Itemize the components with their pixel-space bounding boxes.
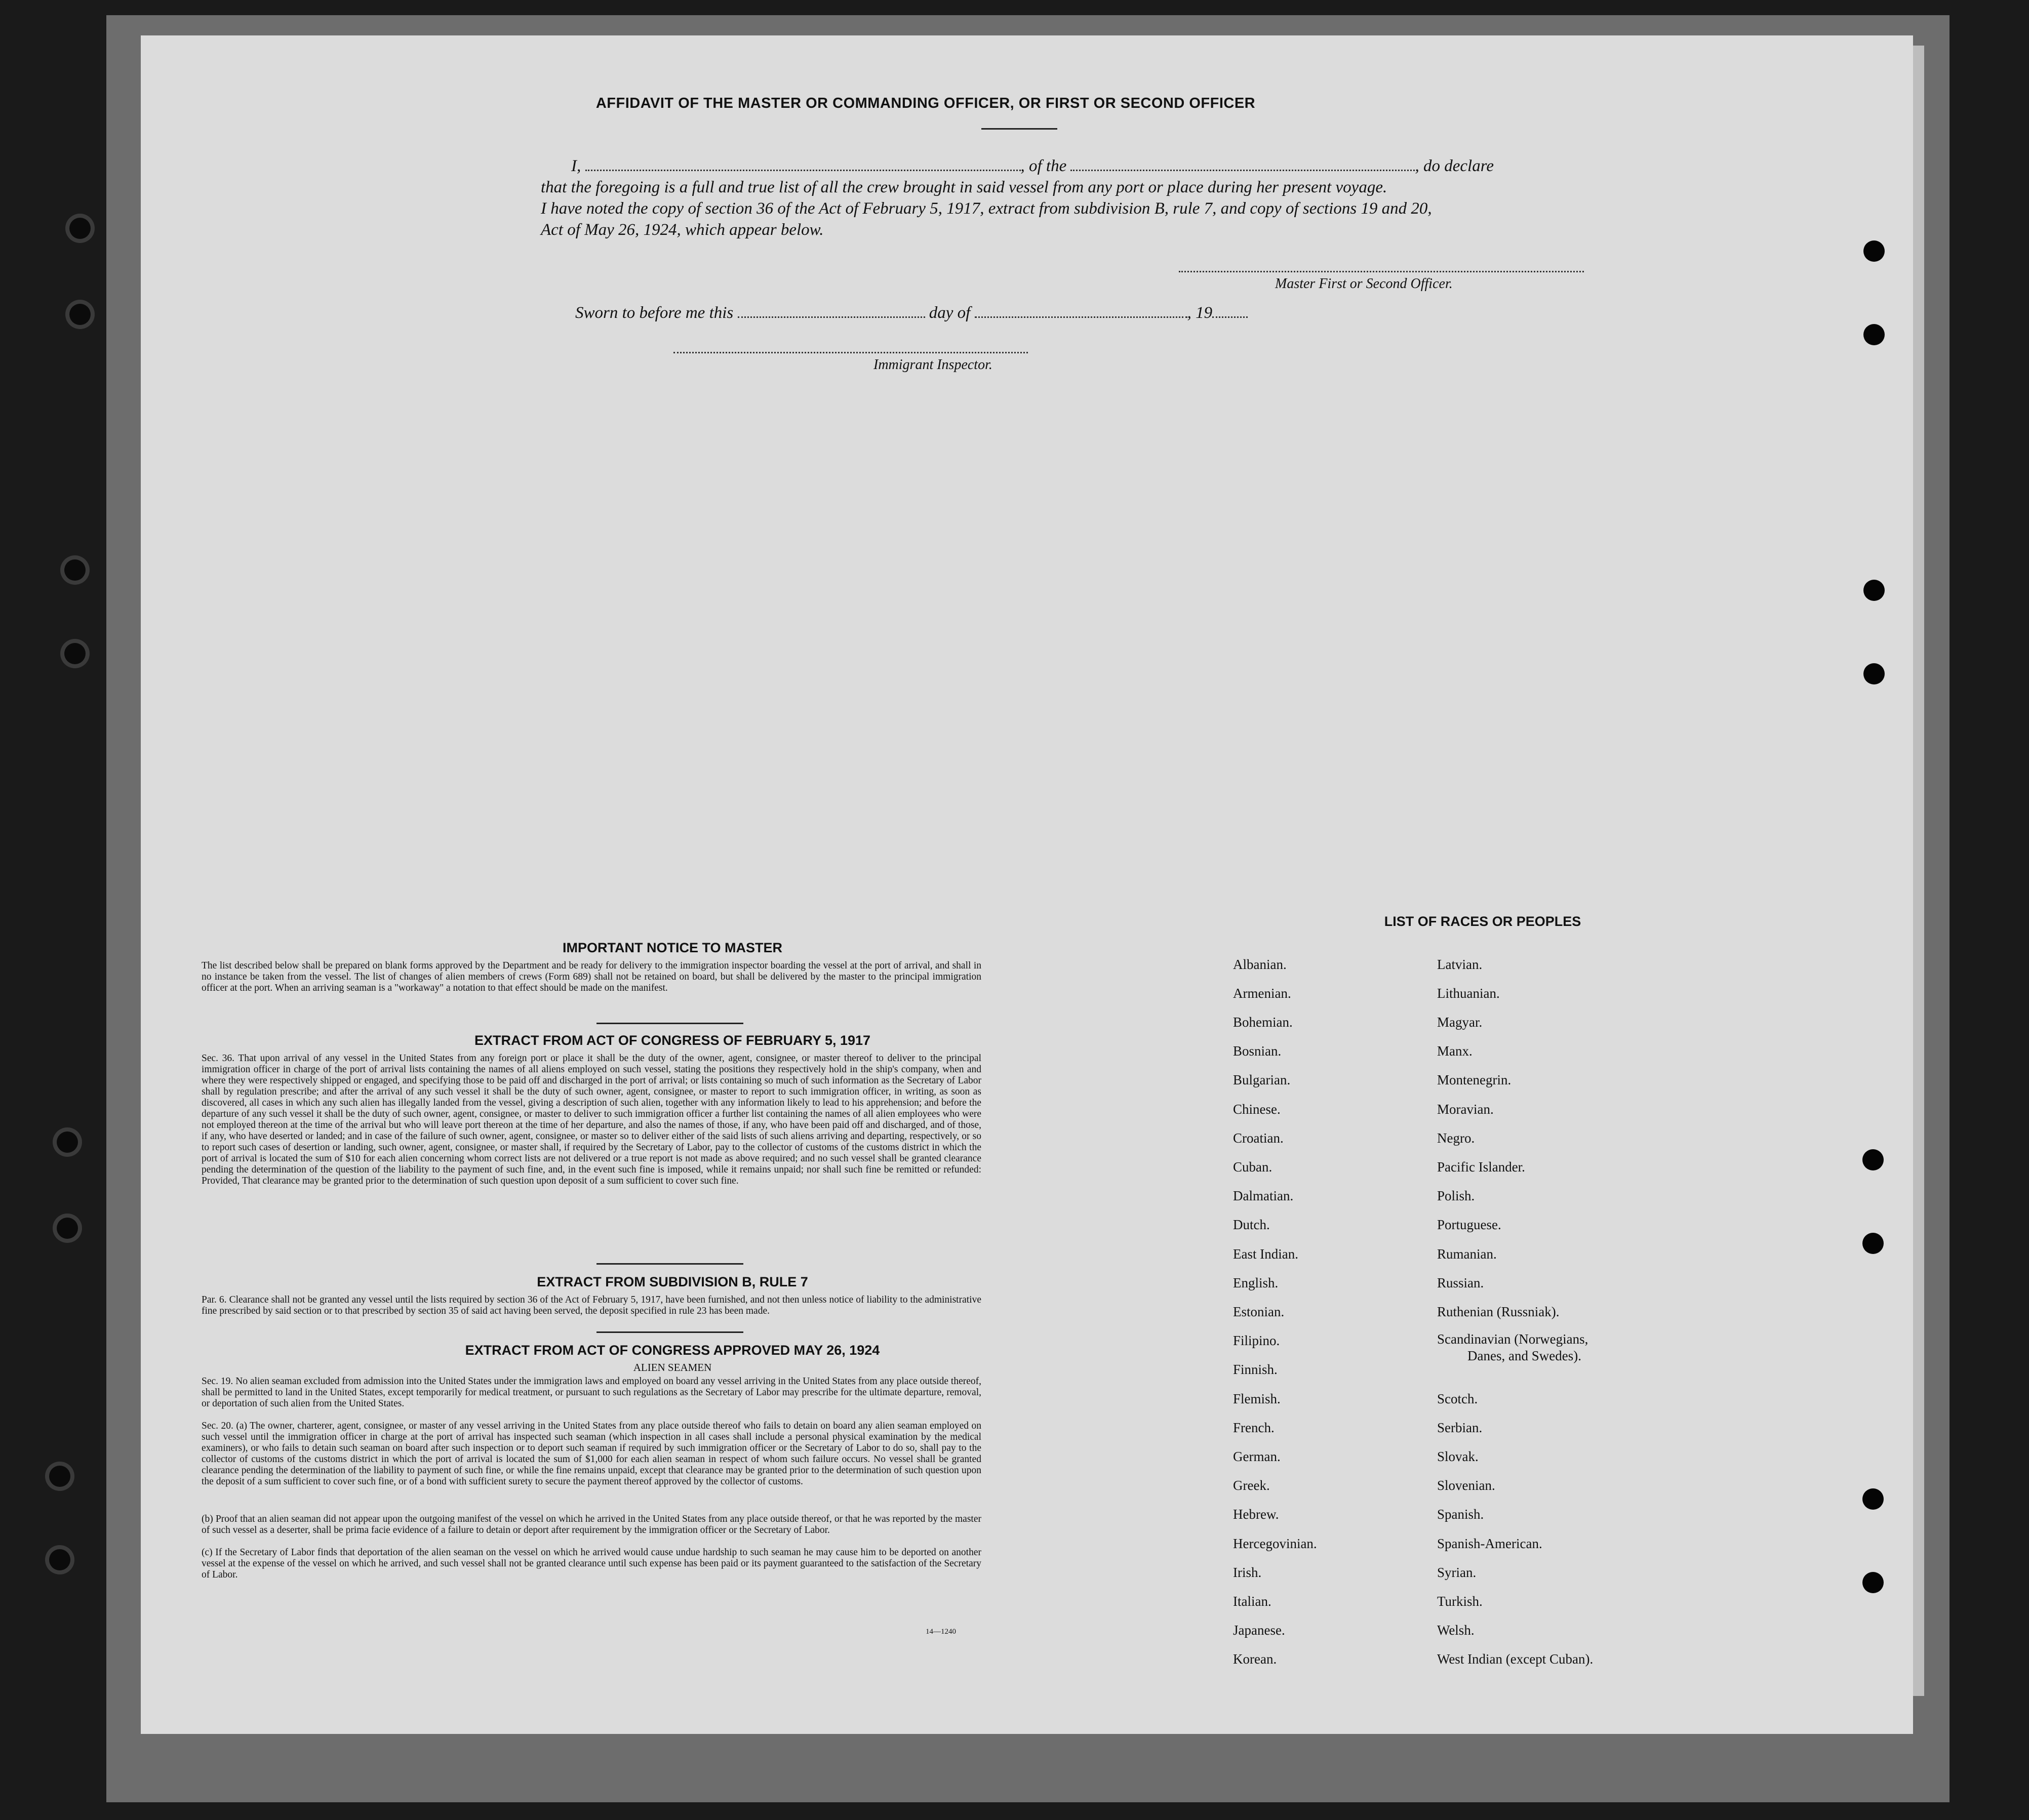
race-item: Slovak. [1437, 1449, 1479, 1464]
affidavit-of-the: , of the [1020, 157, 1067, 175]
race-item: Flemish. [1233, 1391, 1281, 1406]
race-item: Pacific Islander. [1437, 1159, 1525, 1175]
races-right-column [1437, 957, 1721, 1716]
sec20a-text: Sec. 20. (a) The owner, charterer, agent, consignee, or master of any vessel arriving in the United States from any place outside thereof who fails to detain on board any alien seaman employed on such vessel until the immigration officer in charge at the port of arrival has inspected such seaman (which inspection in all cases shall include a personal physical examination by the medical examiners), or who fails to detain such seaman on board after such inspection or to deport such seaman if required by such immigration officer or the Secretary of Labor to do so, shall pay to the collector of customs of the customs district in which the port of arrival is located the sum of $1,000 for each alien seaman in respect of whom such failure occurs. No vessel shall be granted clearance pending the determination of the liability to payment of such fine, or while the fine remains unpaid, except that clearance may be granted prior to the determination of such question upon the deposit of a sum sufficient to cover such fine, or of a bond with sufficient surety to secure the payment thereof approved by the collector of customs. [202, 1421, 981, 1487]
punch-hole [1863, 580, 1885, 601]
inspector-signature-line[interactable] [673, 352, 1028, 353]
notice-text: The list described below shall be prepared on blank forms approved by the Department and be ready for delivery to the immigration inspector boarding the vessel at the port of arrival, and shall in no instance be taken from the vessel. The list of changes of alien members of crews (Form 689) shall not be retained on board, but shall be delivered by the master to the principal immigration officer at the port. When an arriving seaman is a "workaway" a notation to that effect should be made on the manifest. [202, 960, 981, 993]
sworn-label: Sworn to before me this [575, 304, 734, 322]
section-divider [596, 1331, 743, 1333]
sworn-month-blank[interactable] [975, 316, 1187, 318]
race-item: Spanish. [1437, 1507, 1484, 1522]
race-item: Japanese. [1233, 1623, 1285, 1638]
notice-title: IMPORTANT NOTICE TO MASTER [563, 940, 782, 955]
race-item: Lithuanian. [1437, 986, 1500, 1001]
race-item: East Indian. [1233, 1246, 1298, 1262]
race-item: Greek. [1233, 1478, 1270, 1493]
race-item: Spanish-American. [1437, 1536, 1542, 1551]
affidavit-line-1 [571, 157, 1589, 176]
race-item: Bulgarian. [1233, 1072, 1291, 1087]
binder-hole [57, 1218, 78, 1239]
binder-hole [64, 643, 86, 664]
punch-hole [1863, 663, 1885, 684]
binder-hole [49, 1549, 70, 1570]
race-item: Syrian. [1437, 1565, 1477, 1580]
binder-hole [69, 304, 91, 325]
sworn-year-blank[interactable] [1212, 316, 1248, 318]
race-item: Slovenian. [1437, 1478, 1495, 1493]
race-item: Polish. [1437, 1188, 1475, 1203]
subdivision-text: Par. 6. Clearance shall not be granted any vessel until the lists required by section 36 of the Act of February 5, 1917, have been furnished, and not then unless notice of liability to the administrative fine prescribed by said section or to that prescribed by section 35 of said act having been served, the deposit specified in rule 23 has been made. [202, 1295, 981, 1316]
punch-hole [1863, 324, 1885, 345]
punch-hole [1862, 1572, 1884, 1593]
punch-hole [1862, 1149, 1884, 1170]
subdivision-title: EXTRACT FROM SUBDIVISION B, RULE 7 [537, 1274, 808, 1289]
race-item: Serbian. [1437, 1420, 1483, 1435]
race-item: Moravian. [1437, 1102, 1494, 1117]
punch-hole [1862, 1233, 1884, 1254]
sworn-day-blank[interactable] [738, 316, 925, 318]
race-item: Scotch. [1437, 1391, 1478, 1406]
race-item: Ruthenian (Russniak). [1437, 1304, 1560, 1319]
binder-hole [57, 1131, 78, 1153]
race-item: Dutch. [1233, 1217, 1270, 1232]
race-item: German. [1233, 1449, 1281, 1464]
race-item: Albanian. [1233, 957, 1287, 972]
section-divider [596, 1263, 743, 1265]
race-item: English. [1233, 1275, 1279, 1290]
race-item: Latvian. [1437, 957, 1483, 972]
vessel-blank[interactable] [1070, 169, 1415, 171]
sec20c-text: (c) If the Secretary of Labor finds that deportation of the alien seaman on the vessel on which he arrived would cause undue hardship to such seaman he may cause him to be deported on another vessel at the expense of the vessel on which he arrived, and such vessel shall not be granted clearance until such expense has been paid or its payment guaranteed to the satisfaction of the Secretary of Labor. [202, 1547, 981, 1580]
race-item: Magyar. [1437, 1015, 1483, 1030]
punch-hole [1862, 1488, 1884, 1510]
inspector-signature-label: Immigrant Inspector. [873, 357, 992, 373]
affidavit-do-declare: , do declare [1415, 157, 1494, 175]
sec20b-text: (b) Proof that an alien seaman did not appear upon the outgoing manifest of the vessel on which he arrived in the United States from any place outside thereof, or that he was reported by the master of such vessel as a deserter, shall be prima facie evidence of a failure to detain or deport after requirement by the immigration officer or the Secretary of Labor. [202, 1514, 981, 1535]
affidavit-line-2: that the foregoing is a full and true list of all the crew brought in said vessel from any port or place during her present voyage. [541, 178, 1387, 196]
race-item: Rumanian. [1437, 1246, 1497, 1262]
officer-signature-line[interactable] [1179, 271, 1584, 272]
race-item: Danes, and Swedes). [1467, 1348, 1581, 1363]
race-item: Estonian. [1233, 1304, 1285, 1319]
race-item: Hercegovinian. [1233, 1536, 1317, 1551]
race-item: French. [1233, 1420, 1275, 1435]
sworn-line [575, 304, 1248, 322]
year-label: , 19 [1187, 304, 1213, 322]
manifest-page [141, 35, 1913, 1734]
race-item: Russian. [1437, 1275, 1484, 1290]
affidavit-title: AFFIDAVIT OF THE MASTER OR COMMANDING OFFICER, OR FIRST OR SECOND OFFICER [595, 95, 1256, 111]
race-item: Welsh. [1437, 1623, 1475, 1638]
race-item: Portuguese. [1437, 1217, 1501, 1232]
form-number: 14—1240 [926, 1628, 956, 1636]
extract-1917-title: EXTRACT FROM ACT OF CONGRESS OF FEBRUARY 5, 1917 [474, 1033, 871, 1048]
races-title: LIST OF RACES OR PEOPLES [1384, 914, 1581, 929]
race-item: West Indian (except Cuban). [1437, 1651, 1594, 1667]
race-item: Bosnian. [1233, 1043, 1282, 1059]
sec19-text: Sec. 19. No alien seaman excluded from admission into the United States under the immigration laws and employed on board any vessel arriving in the United States from any place outside thereof, shall be permitted to land in the United States, except temporarily for medical treatment, or pursuant to such regulations as the Secretary of Labor may prescribe for the ultimate departure, removal, or deportation of such alien from the United States. [202, 1376, 981, 1409]
race-item: Bohemian. [1233, 1015, 1293, 1030]
alien-seamen-subtitle: ALIEN SEAMEN [633, 1361, 712, 1373]
section-divider [596, 1023, 743, 1024]
race-item: Cuban. [1233, 1159, 1272, 1175]
affidavit-line-4: Act of May 26, 1924, which appear below. [541, 221, 824, 239]
race-item: Hebrew. [1233, 1507, 1279, 1522]
punch-hole [1863, 240, 1885, 262]
race-item: Italian. [1233, 1594, 1271, 1609]
race-item: Korean. [1233, 1651, 1277, 1667]
race-item: Armenian. [1233, 986, 1291, 1001]
race-item: Filipino. [1233, 1333, 1280, 1348]
race-item: Chinese. [1233, 1102, 1281, 1117]
extract-1917-text: Sec. 36. That upon arrival of any vessel in the United States from any foreign port or place it shall be the duty of the owner, agent, consignee, or master thereof to deliver to the principal immigration officer in charge of the port of arrival lists containing the names of all aliens employed on such vessel, stating the positions they respectively hold in the ship's company, when and where they were respectively shipped or engaged, and specifying those to be paid off and discharged in the port of arrival; or lists containing so much of such information as the Secretary of Labor shall by regulation prescribe; and after the arrival of any such vessel it shall be the duty of such owner, agent, consignee, or master to report to such immigration officer, in writing, as soon as discovered, all cases in which any such alien has illegally landed from the vessel, giving a description of such alien, together with any information likely to lead to his apprehension; and before the departure of any such vessel it shall be the duty of such owner, agent, consignee, or master to deliver to such immigration officer a further list containing the names of all alien employees who were not employed thereon at the time of the arrival but who will leave port thereon at the time of her departure, and also the names of those, if any, who have been paid off and discharged, and of those, if any, who have deserted or landed; and in case of the failure of such owner, agent, consignee, or master so to deliver either of the said lists of such aliens arriving and departing, respectively, or so to report such cases of desertion or landing, such owner, agent, consignee, or master shall, if required by the Secretary of Labor, pay to the collector of customs of the customs district in which the port of arrival is located the sum of $10 for each alien concerning whom correct lists are not delivered or a true report is not made as above required; and no such vessel shall be granted clearance pending the determination of the question of the liability to the payment of such fine, and, in the event such fine is imposed, while it remains unpaid; nor shall such fine be remitted or refunded: Provided, That clearance may be granted prior to the determination of such question upon deposit of a sum sufficient to cover such fine. [202, 1053, 981, 1186]
day-of-label: day of [929, 304, 971, 322]
title-divider [981, 128, 1057, 130]
binder-hole [64, 559, 86, 581]
race-item: Turkish. [1437, 1594, 1483, 1609]
affidavit-i: I, [571, 157, 581, 175]
extract-1924-title: EXTRACT FROM ACT OF CONGRESS APPROVED MAY 26, 1924 [465, 1343, 880, 1358]
races-left-column [1233, 957, 1425, 1716]
race-item: Croatian. [1233, 1130, 1284, 1146]
race-item: Manx. [1437, 1043, 1473, 1059]
binder-hole [69, 218, 91, 239]
affidavit-line-3: I have noted the copy of section 36 of the Act of February 5, 1917, extract from subdivision B, rule 7, and copy of sections 19 and 20, [541, 199, 1432, 218]
race-item: Finnish. [1233, 1362, 1278, 1377]
race-item: Negro. [1437, 1130, 1475, 1146]
race-item: Montenegrin. [1437, 1072, 1511, 1087]
binder-hole [49, 1466, 70, 1487]
race-item: Dalmatian. [1233, 1188, 1294, 1203]
race-item: Scandinavian (Norwegians, [1437, 1331, 1588, 1347]
officer-signature-label: Master First or Second Officer. [1275, 276, 1453, 292]
race-item: Irish. [1233, 1565, 1262, 1580]
name-blank[interactable] [585, 169, 1021, 171]
